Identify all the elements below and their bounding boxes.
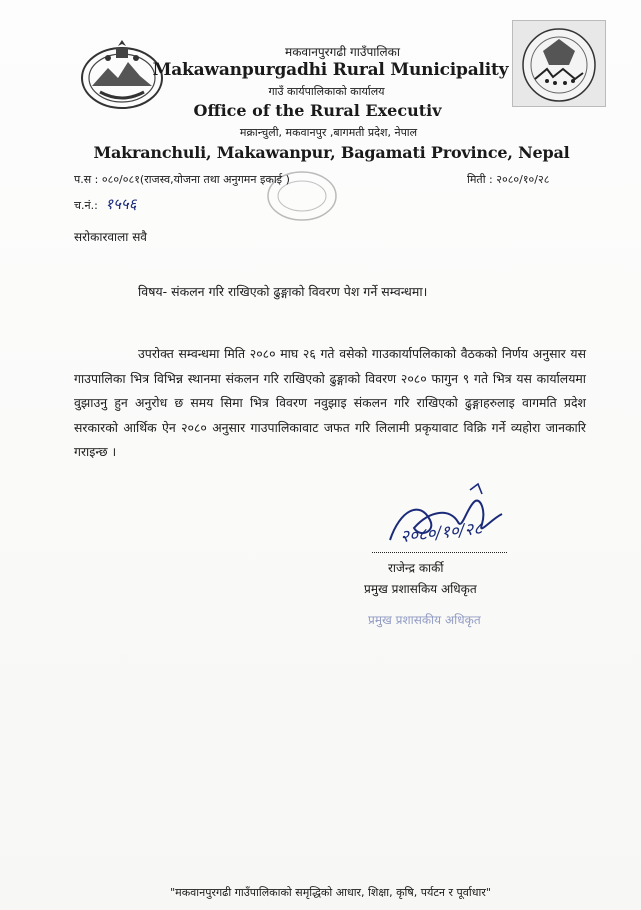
letter-body: उपरोक्त सम्वन्धमा मिति २०८० माघ २६ गते वसेको गाउकार्यापलिकाको वैठकको निर्णय अनुसार यस गाउपालिका भित्र विभिन्न स्थानमा संकलन गरि राखिएको ढुङ्गाको विवरण २०८० फागुन ९ गते भित्र यस कार्यालयमा वुझाउनु हुन अनुरोध छ समय सिमा भित्र विवरण नवुझाइ संकलन गरि राखिएको ढुङ्गाहरुलाइ वागमति प्रदेश सरकारको आर्थिक ऐन २०८० अनुसार गाउपालिकावाट जफत गरि लिलामी प्रकृयावाट विक्रि गर्ने व्यहोरा जानकारि गराइन्छ । xyxy=(74,346,586,460)
header-en-name: Makawanpurgadhi Rural Municipality xyxy=(152,60,509,80)
recipient: सरोकारवाला सवै xyxy=(74,230,147,244)
cn-value: १५५६ xyxy=(105,195,137,213)
footer-slogan: "मकवानपुरगढी गाउँपालिकाको समृद्धिको आधार, शिक्षा, कृषि, पर्यटन र पूर्वाधार" xyxy=(170,886,491,899)
header-en-address: Makranchuli, Makawanpur, Bagamati Province, Nepal xyxy=(93,143,570,162)
header-np-office: गाउँ कार्यपालिकाको कार्यालय xyxy=(268,85,385,98)
header-en-office: Office of the Rural Executiv xyxy=(193,101,442,120)
reference-number xyxy=(74,172,290,187)
cn-label: च.नं.: xyxy=(74,199,98,212)
subject-line: विषय- संकलन गरि राखिएको ढुङ्गाको विवरण पेश गर्ने सम्वन्धमा। xyxy=(138,284,428,299)
dispatch-number xyxy=(74,194,137,214)
date-value: २०८०/१०/२८ xyxy=(496,173,550,186)
signatory-name: राजेन्द्र कार्की xyxy=(388,561,444,575)
letter-date xyxy=(467,172,549,187)
designation-stamp: प्रमुख प्रशासकीय अधिकृत xyxy=(368,613,481,627)
signatory-title: प्रमुख प्रशासकिय अधिकृत xyxy=(364,582,477,596)
ps-label: प.स : xyxy=(74,173,99,186)
signature-date: २०८०/१०/२८ xyxy=(399,518,484,548)
header-np-name: मकवानपुरगढी गाउँपालिका xyxy=(285,45,400,59)
ps-value: ०८०/०८१(राजस्व,योजना तथा अनुगमन इकाई ) xyxy=(101,173,290,186)
header-np-address: मक्रान्चुली, मकवानपुर ,बागमती प्रदेश, नेपाल xyxy=(239,126,418,139)
signature-line xyxy=(372,552,507,553)
date-label: मिती : xyxy=(467,173,493,186)
